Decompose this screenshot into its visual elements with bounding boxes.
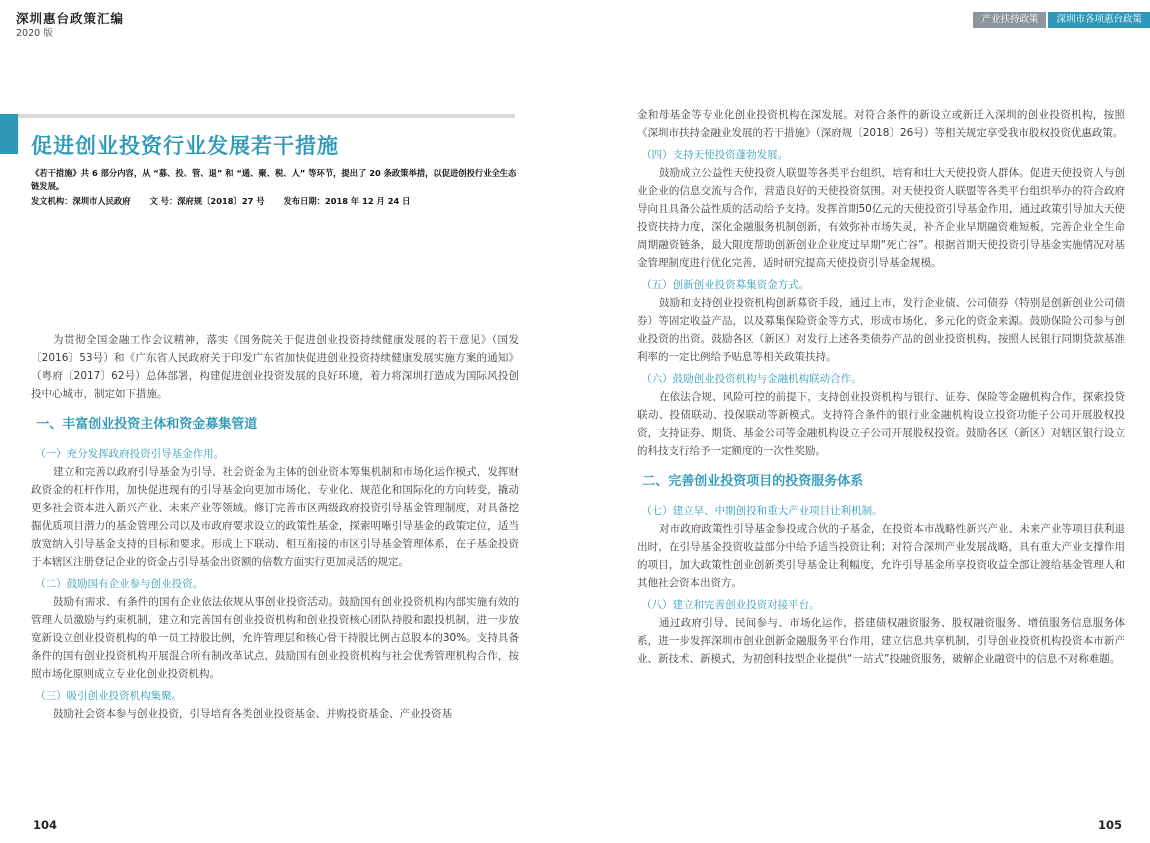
title-accent-bar xyxy=(0,114,18,154)
subsection-text-6: 在依法合规、风险可控的前提下，支持创业投资机构与银行、证券、保险等金融机构合作，探索投贷联动、投债联动、投保联动等新模式。支持符合条件的银行业金融机构设立投资功能子公司开展股权投资，支持证券、期货、基金公司等金融机构设立子公司开展股权投资。鼓励各区（新区）对辖区银行设立的科技支行给予一定额度的一次性奖励。 xyxy=(637,391,1125,457)
subsection-title-1: （一）充分发挥政府投资引导基金作用。 xyxy=(35,448,225,460)
subsection-title-5: （五）创新创业投资募集资金方式。 xyxy=(641,279,810,291)
subsection-title-7: （七）建立早、中期创投和重大产业项目让利机制。 xyxy=(641,505,883,517)
subsection-title-3: （三）吸引创业投资机构集聚。 xyxy=(35,690,183,702)
subsection-title-4: （四）支持天使投资蓬勃发展。 xyxy=(641,149,789,161)
subsection-text-7: 对市政府政策性引导基金参投或合伙的子基金，在投资本市战略性新兴产业、未来产业等项目获利退出时，在引导基金投资收益部分中给予适当投资让利；对符合深圳产业发展战略，具有重大产业支撑作用的项目，加大政策性创业创新类引导基金让利幅度，允许引导基金所享投资收益全部让渡给基金管理人和其他社会资本出资方。 xyxy=(637,523,1125,589)
subsection-text-4: 鼓励成立公益性天使投资人联盟等各类平台组织，培育和壮大天使投资人群体。促进天使投资人与创业企业的信息交流与合作，营造良好的天使投资氛围。对天使投资人联盟等各类平台组织举办的符合政府导向且具备公益性质的活动给予支持。发挥首期50亿元的天使投资引导基金作用，通过政策引导加大天使投资扶持力度，深化金融服务机制创新，有效弥补市场失灵，补齐企业早期融资难短板，完善企业全生命周期融资链条，最大限度帮助创新创业企业度过早期“死亡谷”。根据首期天使投资引导基金实施情况对基金管理制度进行优化完善，适时研究提高天使投资引导基金规模。 xyxy=(637,167,1125,269)
page-title: 促进创业投资行业发展若干措施 xyxy=(31,134,339,158)
issuer: 发文机构：深圳市人民政府 xyxy=(31,196,131,206)
section-tabs xyxy=(973,12,1150,28)
doc-number: 文 号：深府规〔2018〕27 号 xyxy=(149,196,265,206)
left-column xyxy=(31,331,519,723)
document-meta xyxy=(31,195,426,207)
subsection-title-2: （二）鼓励国有企业参与创业投资。 xyxy=(35,578,204,590)
subsection-title-6: （六）鼓励创业投资机构与金融机构联动合作。 xyxy=(641,373,862,385)
section-heading-2: 二、完善创业投资项目的投资服务体系 xyxy=(642,474,864,489)
page-number-left: 104 xyxy=(33,818,58,832)
subsection-text-5: 鼓励和支持创业投资机构创新募资手段，通过上市，发行企业债、公司债券（特别是创新创业公司债券）等固定收益产品，以及募集保险资金等方式，形成市场化、多元化的资金来源。鼓励保险公司参与创业投资的出资。鼓励各区（新区）对发行上述各类债券产品的创业投资机构，按照人民银行同期贷款基准利率的一定比例给予贴息等相关政策扶持。 xyxy=(637,297,1125,363)
page-number-right: 105 xyxy=(1098,818,1123,832)
continued-paragraph: 金和母基金等专业化创业投资机构在深发展。对符合条件的新设立或新迁入深圳的创业投资机构，按照《深圳市扶持金融业发展的若干措施》（深府规〔2018〕26号）等相关规定享受我市股权投资优惠政策。 xyxy=(637,109,1125,139)
subsection-text-3: 鼓励社会资本参与创业投资，引导培育各类创业投资基金、并购投资基金、产业投资基 xyxy=(53,708,453,720)
right-column xyxy=(637,106,1125,668)
title-rule xyxy=(18,114,515,118)
subsection-text-1: 建立和完善以政府引导基金为引导、社会资金为主体的创业资本筹集机制和市场化运作模式，发挥财政资金的杠杆作用，加快促进现有的引导基金向更加市场化、专业化、规范化和国际化的方向转变，撬动更多社会资本进入新兴产业、未来产业等领域。修订完善市区两级政府投资引导基金管理制度，对具备挖掘优质项目潜力的基金管理公司以及市政府要求设立的政策性基金，探索明晰引导基金的政策定位，适当放宽纳入引导基金支持的目标和要求。形成上下联动、相互衔接的市区引导基金管理体系，在子基金投资于本辖区注册登记企业的资金占引导基金出资额的倍数方面实行更加灵活的规定。 xyxy=(31,466,519,568)
section-heading-1: 一、丰富创业投资主体和资金募集管道 xyxy=(36,417,258,432)
tab-section[interactable]: 深圳市各项惠台政策 xyxy=(1046,12,1150,28)
tab-category[interactable]: 产业扶持政策 xyxy=(973,12,1046,28)
book-edition: 2020 版 xyxy=(16,28,53,39)
document-abstract: 《若干措施》共 6 部分内容，从 “募、投、管、退” 和 “通、聚、税、人” 等环节，提出了 20 条政策举措，以促进创投行业全生态链发展。 xyxy=(31,168,517,191)
subsection-text-8: 通过政府引导、民间参与、市场化运作，搭建债权融资服务、股权融资服务、增值服务信息服务体系，进一步发挥深圳市创业创新金融服务平台作用，建立信息共享机制，引导创业投资机构投资本市新产业、新技术、新模式，为初创科技型企业提供“一站式”投融资服务，破解企业融资中的信息不对称难题。 xyxy=(637,617,1125,665)
subsection-title-8: （八）建立和完善创业投资对接平台。 xyxy=(641,599,820,611)
book-title: 深圳惠台政策汇编 xyxy=(16,11,125,26)
subsection-text-2: 鼓励有需求、有条件的国有企业依法依规从事创业投资活动。鼓励国有创业投资机构内部实施有效的管理人员激励与约束机制，建立和完善国有创业投资机构和创业投资核心团队持股和跟投机制，进一步放宽新设立创业投资机构的单一员工持股比例，允许管理层和核心骨干持股比例占总股本的30%。支持具备条件的国有创业投资机构开展混合所有制改革试点，鼓励国有创业投资机构与社会优秀管理机构合作，按照市场化原则成立专业化创业投资机构。 xyxy=(31,596,519,680)
intro-paragraph: 为贯彻全国金融工作会议精神，落实《国务院关于促进创业投资持续健康发展的若干意见》（国发〔2016〕53号）和《广东省人民政府关于印发广东省加快促进创业投资持续健康发展实施方案的通知》（粤府〔2017〕62号）总体部署，构建促进创业投资发展的良好环境，着力将深圳打造成为国际风投创投中心城市，制定如下措施。 xyxy=(31,334,519,400)
publish-date: 发布日期：2018 年 12 月 24 日 xyxy=(283,196,411,206)
